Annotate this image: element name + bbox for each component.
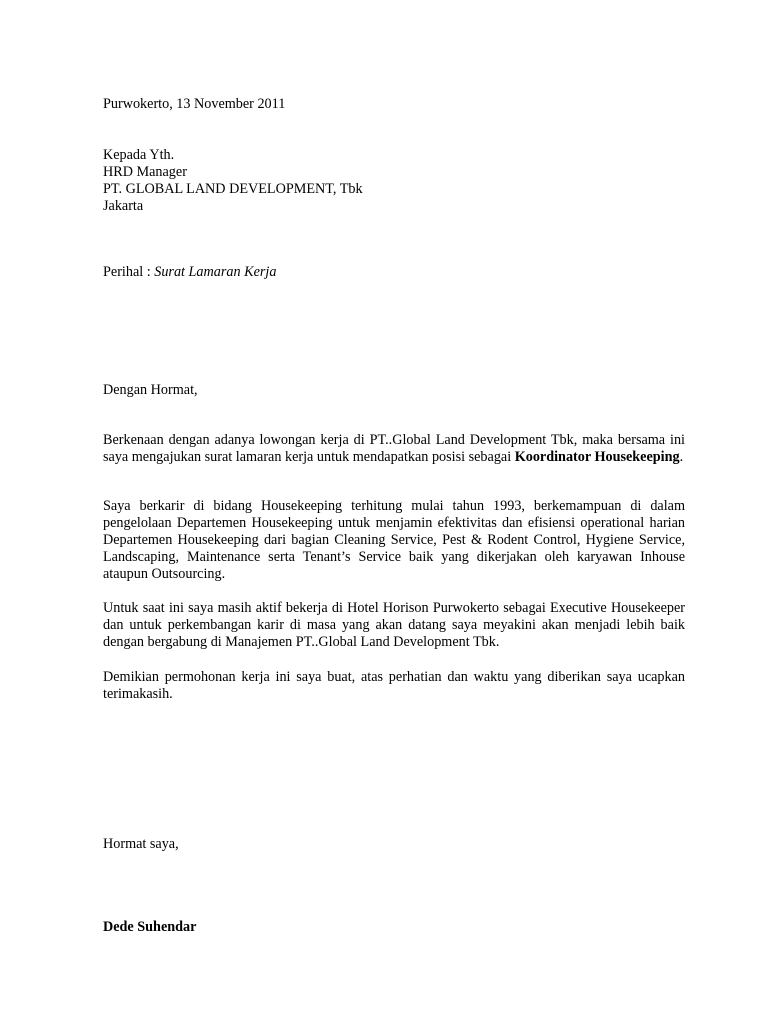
recipient-line-2: HRD Manager: [103, 164, 187, 180]
subject-label: Perihal :: [103, 264, 155, 280]
paragraph-1: [103, 432, 685, 466]
recipient-line-3: PT. GLOBAL LAND DEVELOPMENT, Tbk: [103, 181, 363, 197]
subject-line: [103, 264, 685, 281]
salutation-text: Dengan Hormat,: [103, 382, 198, 398]
letter-date: [103, 96, 685, 113]
recipient-line-4: Jakarta: [103, 198, 144, 214]
paragraph-3: [103, 600, 685, 651]
signature-name: Dede Suhendar: [103, 919, 197, 935]
paragraph-1-body: Berkenaan dengan adanya lowongan kerja di PT..Global Land Development Tbk, maka bersama ini saya mengajukan surat lamaran kerja untuk mendapatkan posisi sebagai: [103, 432, 685, 465]
letter-closing: [103, 836, 685, 853]
recipient-address: [103, 147, 685, 215]
letter-subject: [103, 264, 685, 281]
closing-text: Hormat saya,: [103, 836, 179, 852]
paragraph-3-text: Untuk saat ini saya masih aktif bekerja di Hotel Horison Purwokerto sebagai Executive Housekeeper dan untuk perkembangan karir di masa yang akan datang saya meyakini akan menjadi lebih baik dengan bergabung di Manajemen PT..Global Land Development Tbk.: [103, 600, 685, 650]
subject-value: Surat Lamaran Kerja: [154, 264, 277, 280]
position-name: Koordinator Housekeeping: [514, 449, 680, 465]
letter-salutation: [103, 382, 685, 399]
date-text: Purwokerto, 13 November 2011: [103, 96, 286, 112]
paragraph-4-text: Demikian permohonan kerja ini saya buat, atas perhatian dan waktu yang diberikan saya ucapkan terimakasih.: [103, 669, 685, 702]
paragraph-1-end: .: [679, 449, 684, 465]
paragraph-2-text: Saya berkarir di bidang Housekeeping terhitung mulai tahun 1993, berkemampuan di dalam pengelolaan Departemen Housekeeping untuk menjamin efektivitas dan efisiensi operational harian Departemen Housekeeping dari bagian Cleaning Service, Pest & Rodent Control, Hygiene Service, Landscaping, Maintenance serta Tenant’s Service baik yang dikerjakan oleh karyawan Inhouse ataupun Outsourcing.: [103, 498, 685, 582]
letter-signature: [103, 919, 685, 936]
paragraph-2: [103, 498, 685, 583]
recipient-line-1: Kepada Yth.: [103, 147, 175, 163]
paragraph-4: [103, 669, 685, 703]
paragraph-1-text: [103, 432, 685, 466]
